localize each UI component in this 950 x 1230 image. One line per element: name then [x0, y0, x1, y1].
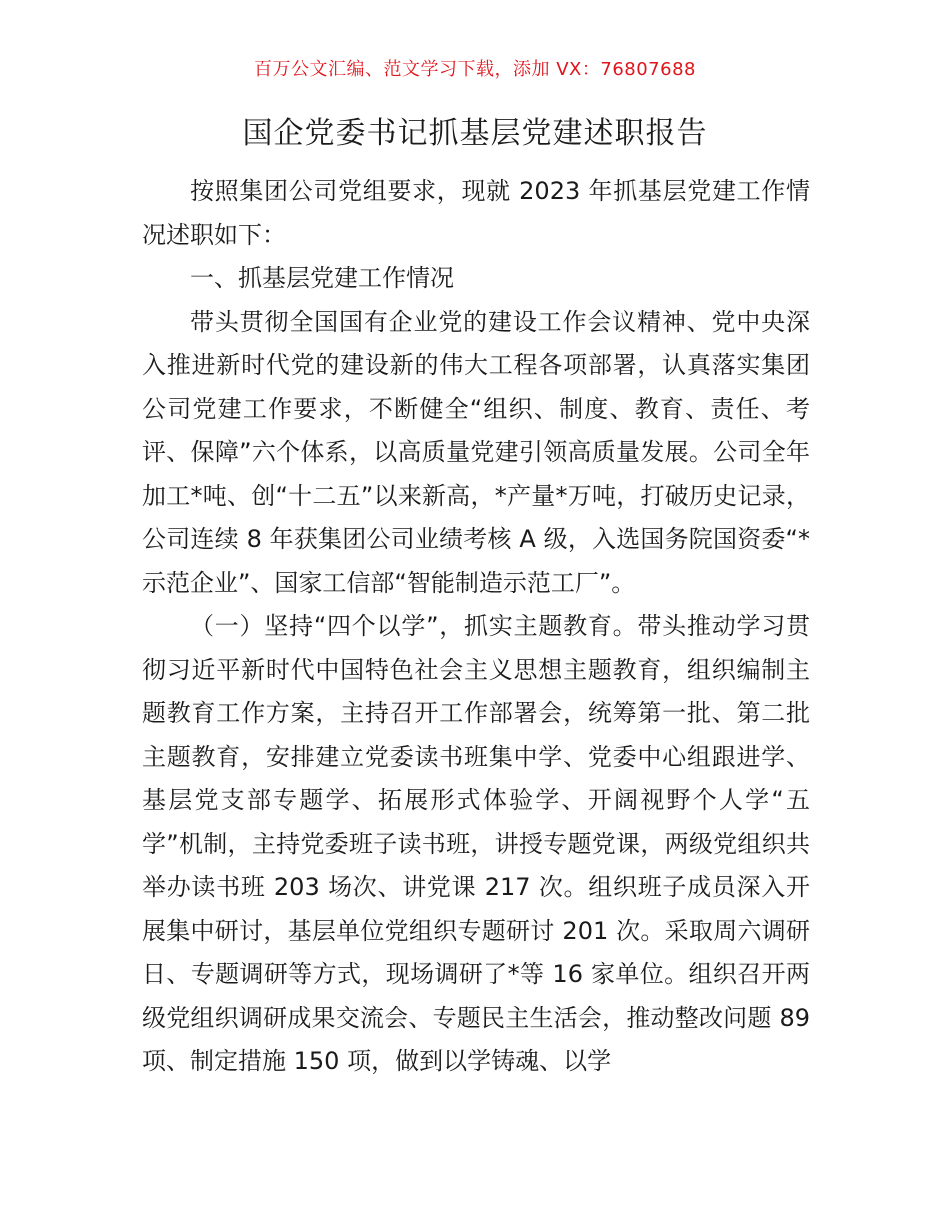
body-paragraph-2: （一）坚持“四个以学”，抓实主题教育。带头推动学习贯彻习近平新时代中国特色社会主义思想主题教育，组织编制主题教育工作方案，主持召开工作部署会，统筹第一批、第二批主题教育，安排建立党委读书班集中学、党委中心组跟进学、基层党支部专题学、拓展形式体验学、开阔视野个人学“五学”机制，主持党委班子读书班，讲授专题党课，两级党组织共举办读书班 203 场次、讲党课 217 次。组织班子成员深入开展集中研讨，基层单位党组织专题研讨 201 次。采取周六调研日、专题调研等方式，现场调研了*等 16 家单位。组织召开两级党组织调研成果交流会、专题民主生活会，推动整改问题 89 项、制定措施 150 项，做到以学铸魂、以学	[142, 612, 810, 1075]
document-title: 国企党委书记抓基层党建述职报告	[242, 116, 708, 151]
header-note: 百万公文汇编、范文学习下载，添加 VX：76807688	[254, 59, 696, 80]
body-paragraph-1: 带头贯彻全国国有企业党的建设工作会议精神、党中央深入推进新时代党的建设新的伟大工程各项部署，认真落实集团公司党建工作要求，不断健全“组织、制度、教育、责任、考评、保障”六个体系，以高质量党建引领高质量发展。公司全年加工*吨、创“十二五”以来新高，*产量*万吨，打破历史记录，公司连续 8 年获集团公司业绩考核 A 级，入选国务院国资委“*示范企业”、国家工信部“智能制造示范工厂”。	[142, 307, 810, 597]
intro-paragraph: 按照集团公司党组要求，现就 2023 年抓基层党建工作情况述职如下：	[142, 177, 810, 249]
document-body	[142, 170, 810, 1084]
section-heading-1: 一、抓基层党建工作情况	[190, 264, 454, 292]
